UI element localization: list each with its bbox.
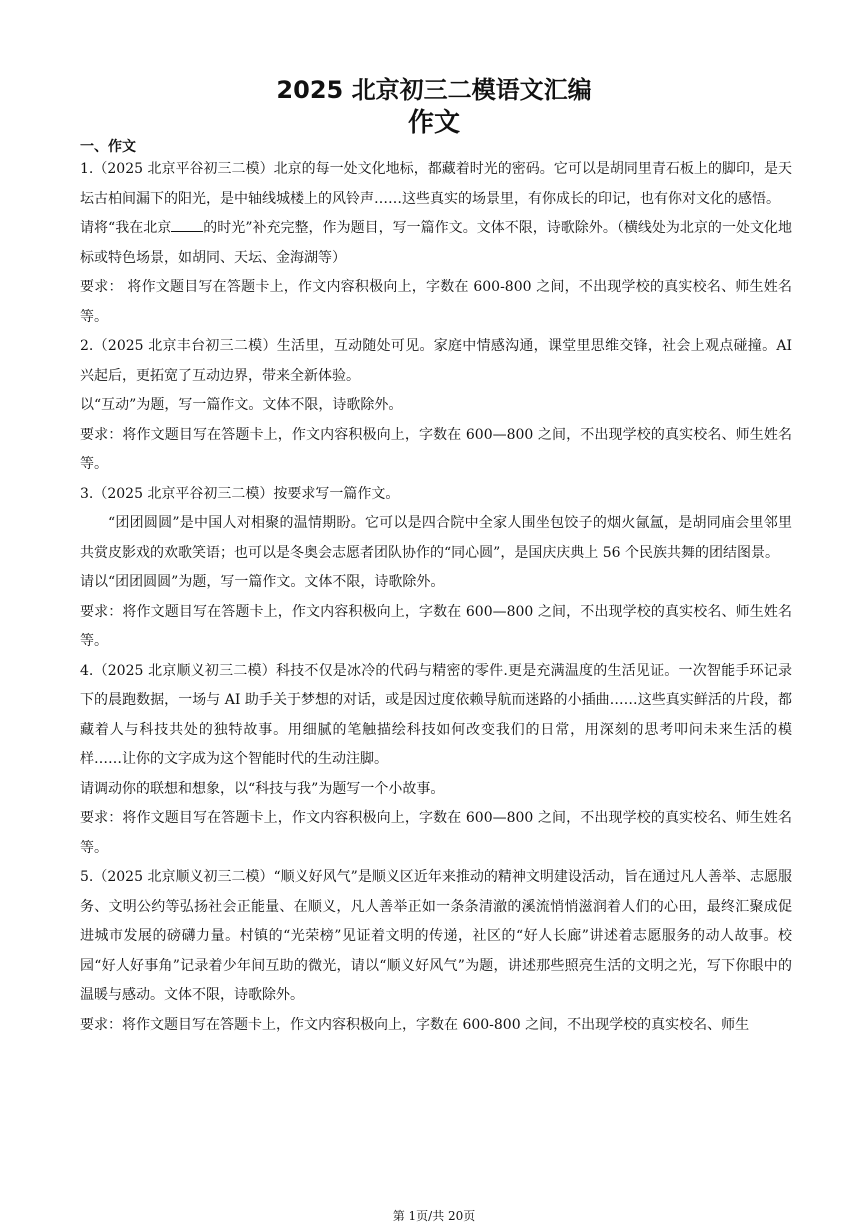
question-5-requirement: 要求：将作文题目写在答题卡上，作文内容积极向上，字数在 600-800 之间，不出现学校的真实校名、师生 (80, 1016, 750, 1033)
page-footer: 第 1页/共 20页 (392, 1209, 476, 1223)
question-4-task: 请调动你的联想和想象，以“科技与我”为题写一个小故事。 (80, 780, 445, 797)
section-heading: 一、作文 (80, 139, 136, 155)
question-1-prompt: 1.（2025 北京平谷初三二模）北京的每一处文化地标，都藏着时光的密码。它可以是胡同里青石板上的脚印，是天坛古柏间漏下的阳光，是中轴线城楼上的风铃声……这些真实的场景里，有你成长的印记，也有你对文化的感悟。 (80, 161, 792, 207)
question-1-task (80, 214, 792, 273)
question-2-task: 以“互动”为题，写一篇作文。文体不限，诗歌除外。 (80, 397, 403, 413)
question-2-requirement: 要求：将作文题目写在答题卡上，作文内容积极向上，字数在 600—800 之间，不出现学校的真实校名、师生姓名等。 (80, 426, 792, 472)
question-4-requirement: 要求：将作文题目写在答题卡上，作文内容积极向上，字数在 600—800 之间，不出现学校的真实校名、师生姓名等。 (80, 810, 792, 856)
question-3-prompt: “团团圆圆”是中国人对相聚的温情期盼。它可以是四合院中全家人围坐包饺子的烟火氤氲，是胡同庙会里邻里共赏皮影戏的欢歌笑语；也可以是冬奥会志愿者团队协作的“同心圆”，是国庆庆典上 56 个民族共舞的团结图景。 (80, 515, 792, 561)
question-1-task-after: 的时光”补充完整，作为题目，写一篇作文。文体不限，诗歌除外。（横线处为北京的一处文化地标或特色场景，如胡同、天坛、金海湖等） (80, 220, 792, 266)
question-1-task-before: 请将“我在北京 (80, 220, 172, 236)
question-3-intro: 3.（2025 北京平谷初三二模）按要求写一篇作文。 (80, 485, 400, 502)
question-1-requirement: 要求： 将作文题目写在答题卡上，作文内容积极向上，字数在 600-800 之间，不出现学校的真实校名、师生姓名等。 (80, 279, 792, 325)
questions-body (80, 155, 792, 1040)
fill-blank-line (171, 219, 203, 232)
question-5-prompt: 5.（2025 北京顺义初三二模）“顺义好风气”是顺义区近年来推动的精神文明建设活动，旨在通过凡人善举、志愿服务、文明公约等弘扬社会正能量、在顺义，凡人善举正如一条条清澈的溪流悄悄滋润着人们的心田，最终汇聚成促进城市发展的磅礴力量。村镇的“光荣榜”见证着文明的传递，社区的“好人长廊”讲述着志愿服务的动人故事。校园“好人好事角”记录着少年间互助的微光，请以“顺义好风气”为题，讲述那些照亮生活的文明之光，写下你眼中的温暖与感动。文体不限，诗歌除外。 (80, 869, 792, 1003)
question-3-requirement: 要求：将作文题目写在答题卡上，作文内容积极向上，字数在 600—800 之间，不出现学校的真实校名、师生姓名等。 (80, 603, 792, 649)
question-2-prompt: 2.（2025 北京丰台初三二模）生活里，互动随处可见。家庭中情感沟通，课堂里思维交锋，社会上观点碰撞。AI 兴起后，更拓宽了互动边界，带来全新体验。 (80, 338, 792, 384)
question-4-prompt: 4.（2025 北京顺义初三二模）科技不仅是冰冷的代码与精密的零件.更是充满温度的生活见证。一次智能手环记录下的晨跑数据，一场与 AI 助手关于梦想的对话，或是因过度依赖导航而迷路的小插曲……这些真实鲜活的片段，都藏着人与科技共处的独特故事。用细腻的笔触描绘科技如何改变我们的日常，用深刻的思考叩问未来生活的模样……让你的文字成为这个智能时代的生动注脚。 (80, 662, 792, 767)
question-3-task: 请以“团团圆圆”为题，写一篇作文。文体不限，诗歌除外。 (80, 574, 445, 590)
document-subtitle: 作文 (407, 108, 460, 138)
document-title: 2025 北京初三二模语文汇编 (276, 76, 592, 104)
